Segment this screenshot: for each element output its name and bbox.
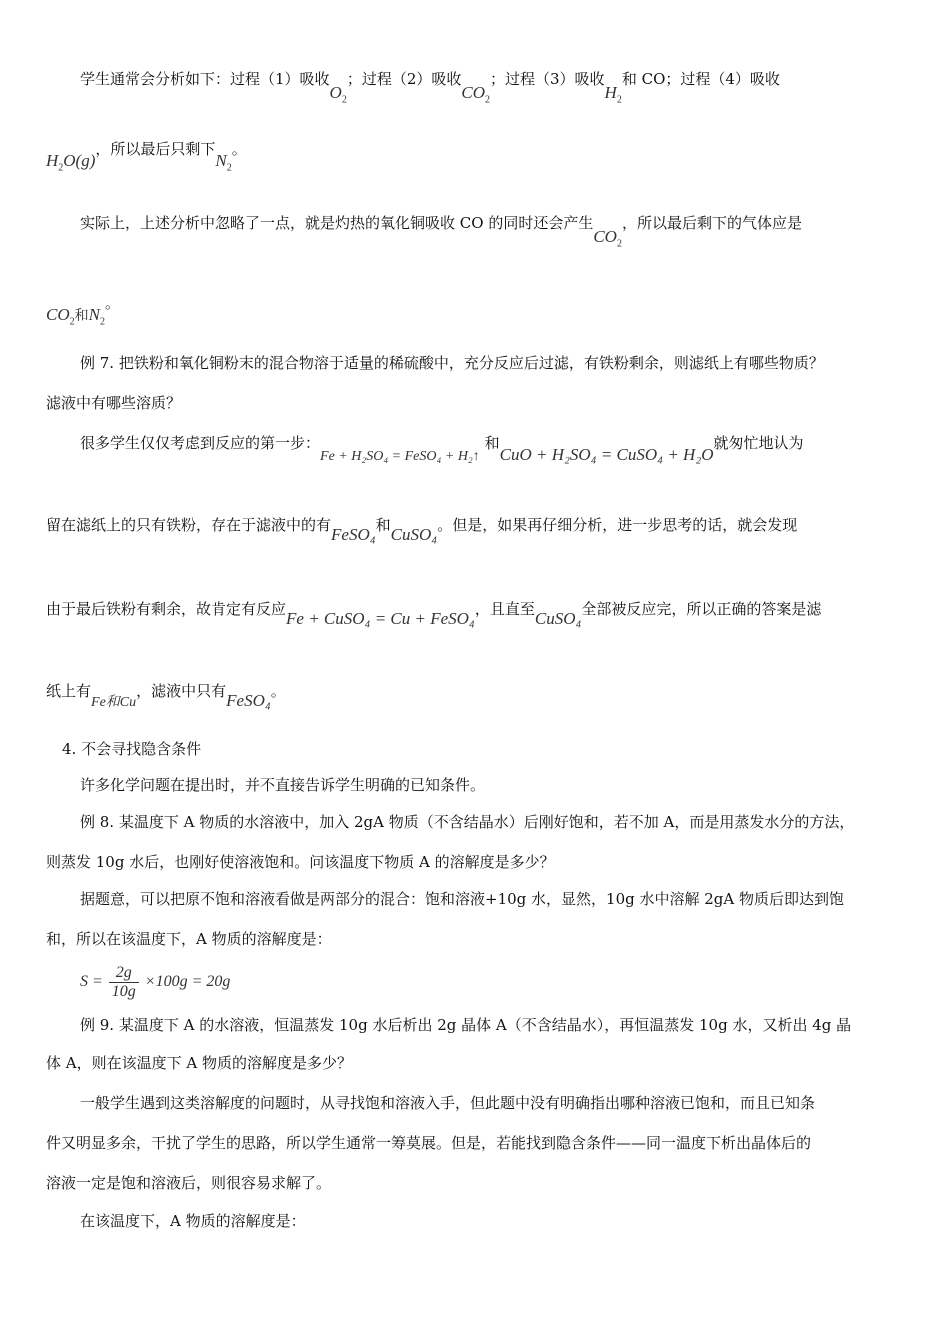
paragraph-correction-cont	[46, 294, 120, 328]
example-9-answer-solubility: 在该温度下，A 物质的溶解度是：	[80, 1212, 306, 1230]
text: 和 CO；过程（4）吸收	[621, 70, 780, 88]
text: 。	[270, 682, 286, 700]
text: ，所以最后只剩下	[95, 140, 216, 158]
formula-fe-cu: Fe和Cu	[91, 695, 137, 710]
example-7-question: 例 7. 把铁粉和氧化铜粉末的混合物溶于适量的稀硫酸中，充分反应后过滤，有铁粉剩余，则滤纸上有哪些物质？	[80, 354, 824, 372]
paragraph-first-step-cont	[46, 514, 798, 544]
formula-feso4: FeSO₄	[331, 525, 376, 544]
paragraph-further	[46, 598, 822, 628]
formula-co2-n2: $CO_2$和$N_2$	[46, 305, 105, 328]
example-8-question: 例 8. 某温度下 A 物质的水溶液中，加入 2gA 物质（不含结晶水）后刚好饱和，若不加 A，而是用蒸发水分的方法，	[80, 813, 855, 831]
text: ；过程（2）吸收	[346, 70, 462, 88]
text: 和	[484, 434, 500, 452]
formula-h2o: $H_2O(g)$	[46, 151, 96, 174]
numerator: 2g	[109, 964, 139, 983]
text: 。	[231, 140, 247, 158]
formula-cuso4: CuSO₄	[390, 525, 438, 544]
equation-fe-cuso4: Fe + CuSO₄ = Cu + FeSO₄	[286, 609, 475, 628]
fraction	[109, 964, 139, 1001]
example-8-answer: 据题意，可以把原不饱和溶液看做是两部分的混合：饱和溶液+10g 水，显然，10g 水中溶解 2gA 物质后即达到饱	[80, 890, 845, 908]
text: 。	[104, 294, 120, 312]
formula-cuso4: CuSO₄	[534, 609, 582, 628]
formula-o2: $O_2$	[329, 83, 347, 106]
text: 实际上，上述分析中忽略了一点，就是灼热的氧化铜吸收 CO 的同时还会产生	[80, 214, 594, 232]
text: ；过程（3）吸收	[490, 70, 605, 88]
text: ，且直至	[474, 600, 535, 618]
example-9-question: 例 9. 某温度下 A 的水溶液，恒温蒸发 10g 水后析出 2g 晶体 A（不含结晶水），再恒温蒸发 10g 水，又析出 4g 晶	[80, 1016, 852, 1034]
denominator: 10g	[111, 983, 136, 1000]
section-intro: 许多化学问题在提出时，并不直接告诉学生明确的已知条件。	[80, 776, 486, 794]
formula-feso4: FeSO₄	[226, 691, 271, 710]
formula-co2: $CO_2$	[461, 83, 490, 106]
solubility-formula	[80, 964, 230, 1001]
example-8-answer-cont: 和，所以在该温度下，A 物质的溶解度是：	[46, 930, 332, 948]
formula-n2: $N_2$	[215, 151, 232, 174]
text: 纸上有	[46, 682, 92, 700]
formula-h2: $H_2$	[604, 83, 622, 106]
text: ，所以最后剩下的气体应是	[621, 214, 802, 232]
section-heading: 4. 不会寻找隐含条件	[62, 740, 202, 758]
example-9-question-cont: 体 A，则在该温度下 A 物质的溶解度是多少？	[46, 1054, 352, 1072]
example-7-question-cont: 滤液中有哪些溶质？	[46, 394, 182, 412]
example-9-answer: 一般学生遇到这类溶解度的问题时，从寻找饱和溶液入手，但此题中没有明确指出哪种溶液已饱和，而且已知条	[80, 1094, 816, 1112]
example-9-answer-cont2: 溶液一定是饱和溶液后，则很容易求解了。	[46, 1174, 332, 1192]
paragraph-correction	[80, 212, 802, 250]
paragraph-analysis-cont	[46, 140, 247, 174]
paragraph-first-step	[80, 432, 804, 464]
text: 全部被反应完，所以正确的答案是滤	[581, 600, 822, 618]
paragraph-answer	[46, 680, 286, 710]
equation-fe-h2so4: Fe + H₂SO₄ = FeSO₄ + H₂↑	[320, 449, 480, 464]
text: 和	[375, 516, 391, 534]
text: 。但是，如果再仔细分析，进一步思考的话，就会发现	[437, 516, 798, 534]
text: 留在滤纸上的只有铁粉，存在于滤液中的有	[46, 516, 332, 534]
text: 就匆忙地认为	[713, 434, 804, 452]
text: ，滤液中只有	[136, 682, 227, 700]
paragraph-analysis	[80, 68, 780, 106]
text: 学生通常会分析如下：过程（1）吸收	[80, 70, 330, 88]
example-9-answer-cont: 件又明显多余，干扰了学生的思路，所以学生通常一筹莫展。但是，若能找到隐含条件——同一温度下析出晶体后的	[46, 1134, 812, 1152]
formula-rhs: ×100g = 20g	[144, 973, 231, 991]
formula-lhs: S =	[80, 973, 103, 991]
text: 很多学生仅仅考虑到反应的第一步：	[80, 434, 321, 452]
equation-cuo-h2so4: CuO + H₂SO₄ = CuSO₄ + H₂O	[499, 445, 714, 464]
example-8-question-cont: 则蒸发 10g 水后，也刚好使溶液饱和。问该温度下物质 A 的溶解度是多少？	[46, 853, 555, 871]
text: 由于最后铁粉有剩余，故肯定有反应	[46, 600, 287, 618]
formula-co2: $CO_2$	[593, 227, 622, 250]
